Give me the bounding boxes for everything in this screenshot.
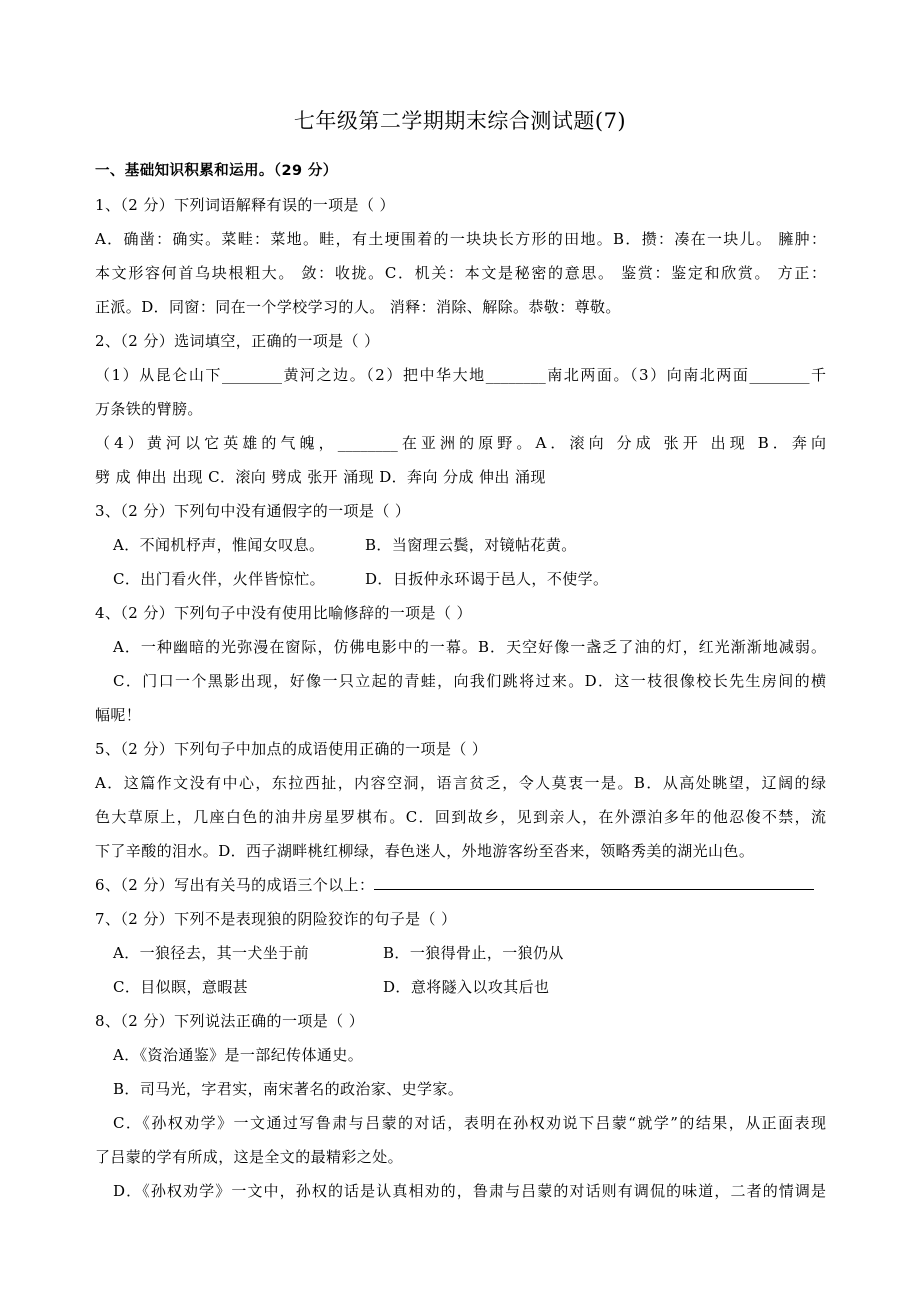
page-title: 七年级第二学期期末综合测试题(7)	[293, 109, 627, 133]
answer-blank-line[interactable]	[374, 872, 814, 890]
question-1-line-2: 本文形容何首乌块根粗大。 敛：收拢。C．机关：本文是秘密的意思。 鉴赏：鉴定和欣赏。 方正：	[95, 264, 826, 282]
question-2-line-1: （1）从昆仑山下________黄河之边。（2）把中华大地________南北两面。（3）向南北两面________千	[95, 366, 826, 384]
question-5-line-3: 下了辛酸的泪水。D．西子湖畔桃红柳绿，春色迷人，外地游客纷至沓来，领略秀美的湖光山色。	[95, 842, 755, 860]
question-3-option-c: C．出门看火伴，火伴皆惊忙。	[113, 570, 326, 588]
section-heading: 一、基础知识积累和运用。（29 分）	[95, 163, 338, 179]
question-5-stem: 5、（2 分）下列句子中加点的成语使用正确的一项是（ ）	[95, 740, 488, 758]
question-7-row-2	[95, 970, 826, 1004]
question-5-line-2: 色大草原上，几座白色的油井房星罗棋布。C．回到故乡，见到亲人，在外漂泊多年的他忍俊不禁，流	[95, 808, 826, 826]
question-8-option-c-line-2: 了吕蒙的学有所成，这是全文的最精彩之处。	[95, 1148, 404, 1166]
question-8-stem: 8、（2 分）下列说法正确的一项是（ ）	[95, 1012, 365, 1030]
question-2-line-3: （4）黄河以它英雄的气魄，________在亚洲的原野。A．滚向 分成 张开 出现 B．奔向	[95, 434, 826, 452]
question-6-stem: 6、（2 分）写出有关马的成语三个以上：	[95, 876, 375, 894]
question-2-stem: 2、（2 分）选词填空，正确的一项是（ ）	[95, 332, 380, 350]
question-7-option-a: A．一狼径去，其一犬坐于前	[113, 944, 310, 962]
question-2-line-4: 劈 成 伸出 出现 C．滚向 劈成 张开 涌现 D．奔向 分成 伸出 涌现	[95, 468, 546, 486]
question-4-line-2: C．门口一个黑影出现，好像一只立起的青蛙，向我们跳将过来。D．这一枝很像校长先生房间的横	[113, 672, 826, 690]
question-8-option-d-line-1: D．《孙权劝学》一文中，孙权的话是认真相劝的，鲁肃与吕蒙的对话则有调侃的味道，二者的情调是	[113, 1182, 826, 1200]
question-7-option-c: C．目似瞑，意暇甚	[113, 978, 249, 996]
question-5-line-1: A．这篇作文没有中心，东拉西扯，内容空洞，语言贫乏，令人莫衷一是。B．从高处眺望，辽阔的绿	[95, 774, 826, 792]
question-4-line-3: 幅呢！	[95, 706, 142, 724]
question-8-option-a: A．《资治通鉴》是一部纪传体通史。	[113, 1046, 364, 1064]
question-3-row-2	[95, 562, 826, 596]
question-4-stem: 4、（2 分）下列句子中没有使用比喻修辞的一项是（ ）	[95, 604, 472, 622]
question-3-option-b: B．当窗理云鬓，对镜帖花黄。	[365, 536, 577, 554]
question-3-row-1	[95, 528, 826, 562]
question-7-stem: 7、（2 分）下列不是表现狼的阴险狡诈的句子是（ ）	[95, 910, 457, 928]
question-7-option-d: D．意将隧入以攻其后也	[383, 978, 550, 996]
question-3-option-d: D．日扳仲永环谒于邑人，不使学。	[365, 570, 609, 588]
question-3-option-a: A．不闻机杼声，惟闻女叹息。	[113, 536, 325, 554]
question-7-option-b: B．一狼得骨止，一狼仍从	[383, 944, 564, 962]
question-8-option-b: B．司马光，字君实，南宋著名的政治家、史学家。	[113, 1080, 464, 1098]
question-1-stem: 1、（2 分）下列词语解释有误的一项是（ ）	[95, 196, 395, 214]
question-3-stem: 3、（2 分）下列句中没有通假字的一项是（ ）	[95, 502, 411, 520]
exam-content	[95, 154, 826, 1208]
question-1-line-1: A．确凿：确实。菜畦：菜地。畦，有土埂围着的一块块长方形的田地。B．攒：凑在一块儿。 臃肿：	[95, 230, 826, 248]
question-2-line-2: 万条铁的臂膀。	[95, 400, 203, 418]
question-1-line-3: 正派。D．同窗：同在一个学校学习的人。 消释：消除、解除。恭敬：尊敬。	[95, 298, 621, 316]
question-6-row	[95, 868, 826, 902]
question-8-option-c-line-1: C．《孙权劝学》一文通过写鲁肃与吕蒙的对话，表明在孙权劝说下吕蒙“就学”的结果，从正面表现	[113, 1114, 826, 1132]
question-4-line-1: A．一种幽暗的光弥漫在窗际，仿佛电影中的一幕。B．天空好像一盏乏了油的灯，红光渐渐地减弱。	[113, 638, 826, 656]
question-7-row-1	[95, 936, 826, 970]
